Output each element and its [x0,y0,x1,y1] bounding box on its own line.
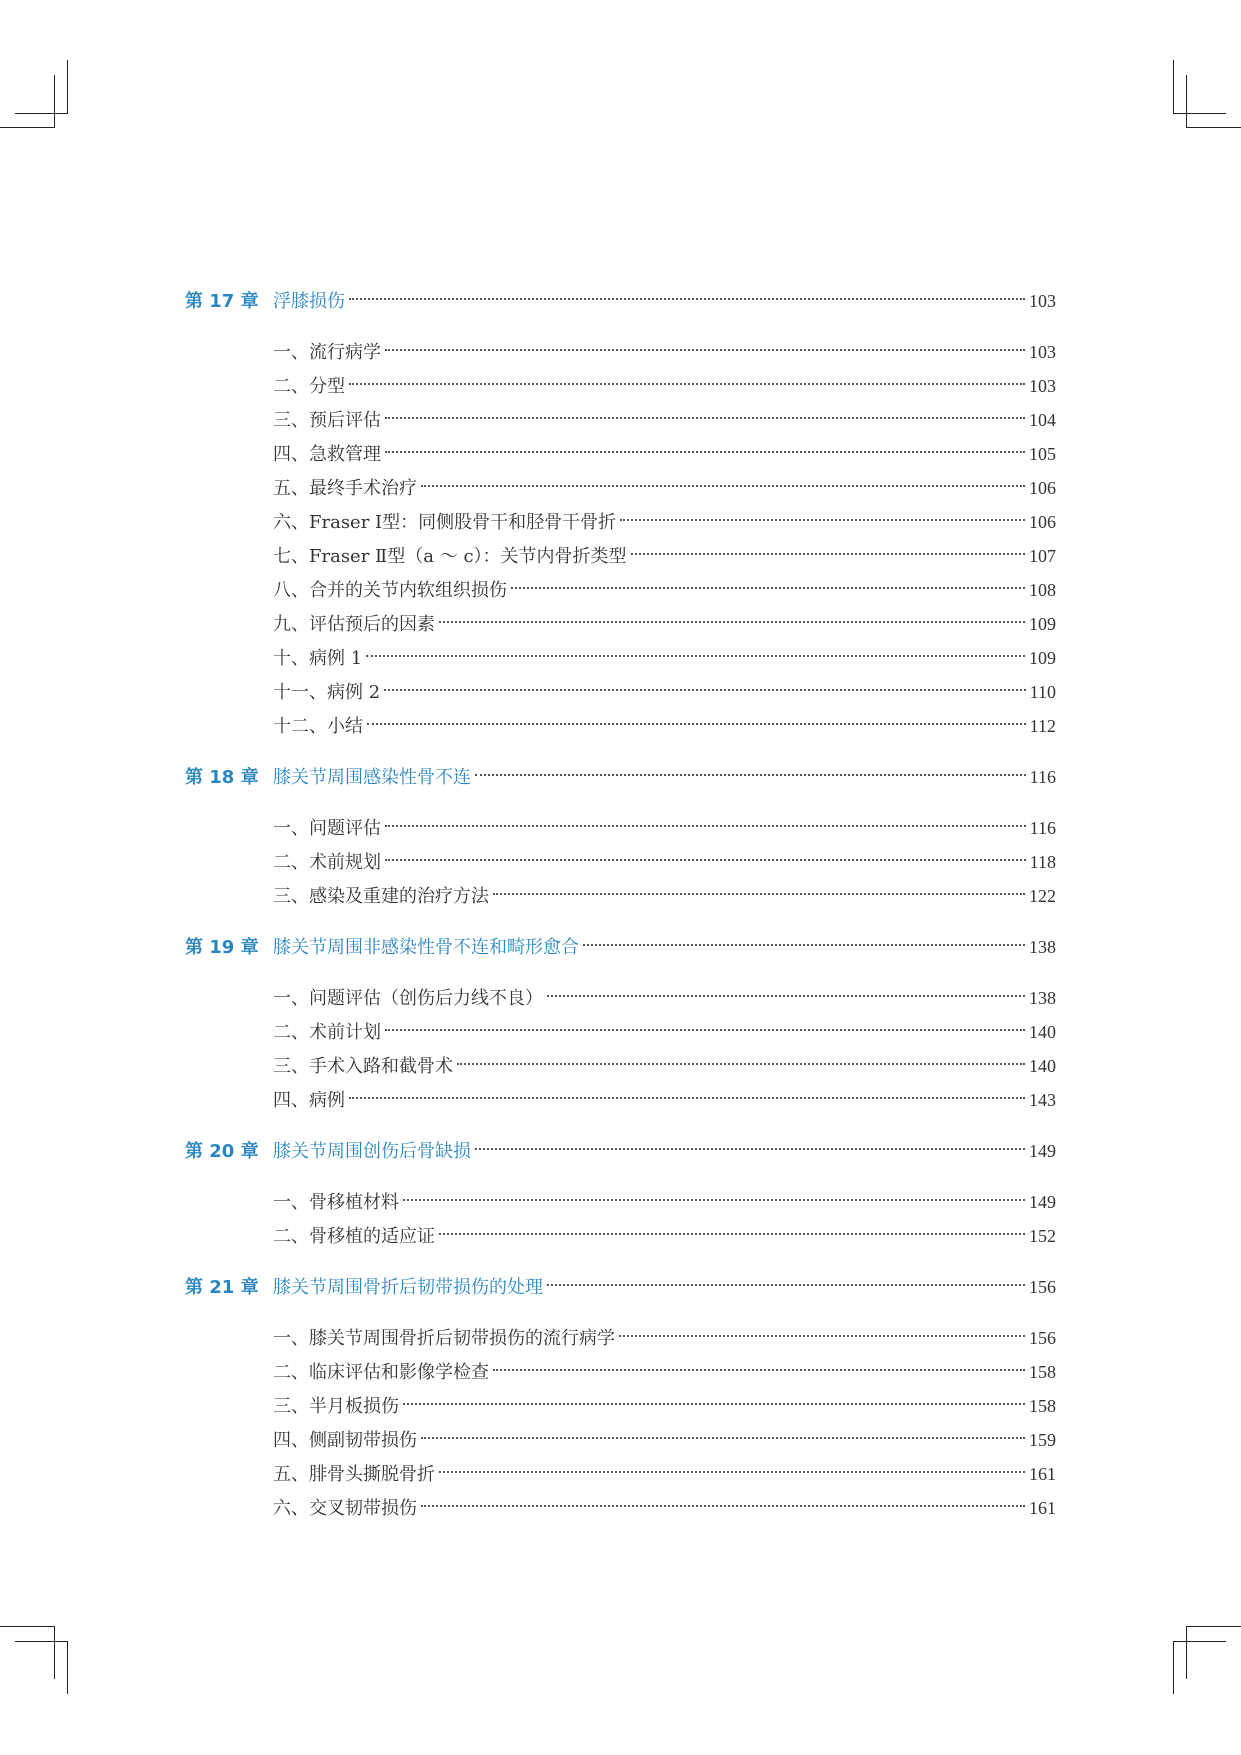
toc-chapter-21[interactable] [185,1270,1056,1304]
section-title: 一、问题评估（创伤后力线不良） [273,988,543,1009]
page-number: 106 [1029,512,1056,532]
dot-leader [475,1148,1025,1150]
section-title: 二、骨移植的适应证 [273,1226,435,1247]
section-title: 二、临床评估和影像学检查 [273,1362,489,1383]
chapter-title: 膝关节周围非感染性骨不连和畸形愈合 [273,937,579,958]
dot-leader [367,723,1026,725]
page-number: 103 [1029,342,1056,362]
dot-leader [349,298,1025,300]
toc-section[interactable] [185,1015,1056,1049]
toc-section[interactable] [185,641,1056,675]
toc-section[interactable] [185,437,1056,471]
dot-leader [421,1505,1025,1507]
page-number: 138 [1029,988,1056,1008]
dot-leader [385,825,1026,827]
chapter-number: 第 20 章 [185,1141,259,1162]
toc-section[interactable] [185,369,1056,403]
page-number: 140 [1029,1056,1056,1076]
toc-section[interactable] [185,335,1056,369]
section-title: 四、急救管理 [273,444,381,465]
dot-leader [403,1403,1025,1405]
toc-section[interactable] [185,1083,1056,1117]
section-title: 十一、病例 2 [273,682,381,703]
page-number: 116 [1029,767,1056,787]
toc-section[interactable] [185,709,1056,743]
page-number: 122 [1029,886,1056,906]
dot-leader [457,1063,1025,1065]
section-title: 五、腓骨头撕脱骨折 [273,1464,435,1485]
toc-section[interactable] [185,607,1056,641]
chapter-title: 浮膝损伤 [273,291,345,312]
dot-leader [384,689,1025,691]
section-title: 五、最终手术治疗 [273,478,417,499]
chapter-title: 膝关节周围感染性骨不连 [273,767,471,788]
toc-section[interactable] [185,845,1056,879]
dot-leader [620,519,1025,521]
toc-section[interactable] [185,471,1056,505]
dot-leader [349,383,1025,385]
section-title: 八、合并的关节内软组织损伤 [273,580,507,601]
toc-section[interactable] [185,1457,1056,1491]
page-number: 109 [1029,614,1056,634]
dot-leader [439,621,1025,623]
dot-leader [511,587,1025,589]
page-number: 116 [1029,818,1056,838]
page-number: 149 [1029,1141,1056,1161]
page-number: 152 [1029,1226,1056,1246]
page-number: 149 [1029,1192,1056,1212]
chapter-number: 第 21 章 [185,1277,259,1298]
section-title: 一、流行病学 [273,342,381,363]
chapter-number: 第 18 章 [185,767,259,788]
toc-section[interactable] [185,1049,1056,1083]
page-number: 103 [1029,376,1056,396]
toc-section[interactable] [185,811,1056,845]
dot-leader [403,1199,1025,1201]
toc-section[interactable] [185,1321,1056,1355]
page-number: 106 [1029,478,1056,498]
dot-leader [439,1471,1025,1473]
dot-leader [631,553,1025,555]
toc-section[interactable] [185,981,1056,1015]
toc-chapter-17[interactable] [185,284,1056,318]
page-number: 118 [1029,852,1056,872]
chapter-number: 第 17 章 [185,291,259,312]
toc-section[interactable] [185,1491,1056,1525]
dot-leader [583,944,1025,946]
section-title: 三、预后评估 [273,410,381,431]
section-title: 四、病例 [273,1090,345,1111]
page-number: 143 [1029,1090,1056,1110]
section-title: 九、评估预后的因素 [273,614,435,635]
dot-leader [493,893,1025,895]
section-title: 七、Fraser Ⅱ型（a ～ c）：关节内骨折类型 [273,546,627,567]
page-number: 107 [1029,546,1056,566]
page-number: 109 [1029,648,1056,668]
toc-section[interactable] [185,1219,1056,1253]
toc-chapter-18[interactable] [185,760,1056,794]
dot-leader [366,655,1025,657]
dot-leader [475,774,1026,776]
page-number: 108 [1029,580,1056,600]
dot-leader [385,451,1025,453]
toc-section[interactable] [185,1185,1056,1219]
toc-section[interactable] [185,1423,1056,1457]
section-title: 二、分型 [273,376,345,397]
section-title: 一、骨移植材料 [273,1192,399,1213]
toc-section[interactable] [185,573,1056,607]
section-title: 四、侧副韧带损伤 [273,1430,417,1451]
dot-leader [547,995,1025,997]
dot-leader [385,1029,1025,1031]
dot-leader [493,1369,1025,1371]
toc-section[interactable] [185,879,1056,913]
dot-leader [547,1284,1025,1286]
page-number: 159 [1029,1430,1056,1450]
page-number: 161 [1029,1498,1056,1518]
chapter-title: 膝关节周围创伤后骨缺损 [273,1141,471,1162]
section-title: 三、手术入路和截骨术 [273,1056,453,1077]
page-number: 105 [1029,444,1056,464]
page-number: 158 [1029,1362,1056,1382]
dot-leader [421,485,1025,487]
toc-section[interactable] [185,403,1056,437]
page-number: 104 [1029,410,1056,430]
dot-leader [349,1097,1025,1099]
page-number: 103 [1029,291,1056,311]
section-title: 二、术前计划 [273,1022,381,1043]
section-title: 二、术前规划 [273,852,381,873]
page-number: 138 [1029,937,1056,957]
section-title: 六、Fraser Ⅰ型：同侧股骨干和胫骨干骨折 [273,512,617,533]
section-title: 一、问题评估 [273,818,381,839]
toc-section[interactable] [185,1355,1056,1389]
page-number: 156 [1029,1277,1056,1297]
toc-section[interactable] [185,505,1056,539]
chapter-number: 第 19 章 [185,937,259,958]
toc-chapter-20[interactable] [185,1134,1056,1168]
table-of-contents [185,284,1056,1525]
chapter-title: 膝关节周围骨折后韧带损伤的处理 [273,1277,543,1298]
toc-section[interactable] [185,1389,1056,1423]
toc-section[interactable] [185,539,1056,573]
page-number: 161 [1029,1464,1056,1484]
toc-section[interactable] [185,675,1056,709]
toc-chapter-19[interactable] [185,930,1056,964]
page-number: 112 [1029,716,1056,736]
section-title: 十、病例 1 [273,648,363,669]
dot-leader [385,417,1025,419]
section-title: 六、交叉韧带损伤 [273,1498,417,1519]
page-number: 110 [1029,682,1056,702]
dot-leader [421,1437,1025,1439]
page-number: 156 [1029,1328,1056,1348]
dot-leader [385,859,1026,861]
section-title: 三、半月板损伤 [273,1396,399,1417]
section-title: 一、膝关节周围骨折后韧带损伤的流行病学 [273,1328,615,1349]
page-number: 140 [1029,1022,1056,1042]
section-title: 十二、小结 [273,716,363,737]
dot-leader [385,349,1025,351]
page-number: 158 [1029,1396,1056,1416]
dot-leader [619,1335,1025,1337]
section-title: 三、感染及重建的治疗方法 [273,886,489,907]
dot-leader [439,1233,1025,1235]
